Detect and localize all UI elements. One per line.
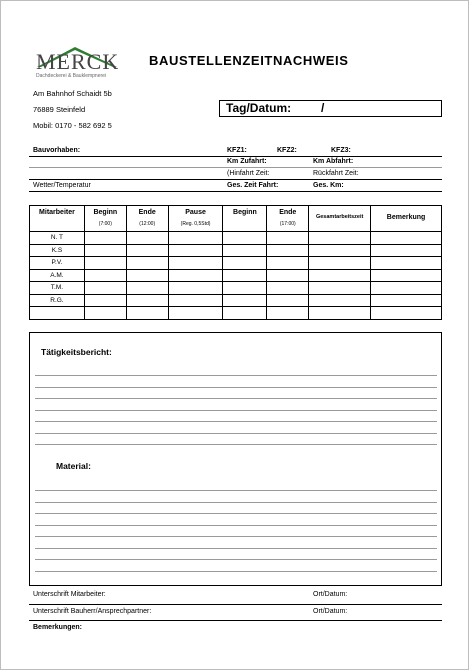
column-header: Ende (17:00) <box>267 206 309 232</box>
remarks-label: Bemerkungen: <box>33 624 83 631</box>
time-cell[interactable] <box>267 294 309 307</box>
time-cell[interactable] <box>84 269 126 282</box>
writing-line <box>35 571 437 572</box>
total-cell[interactable] <box>309 282 371 295</box>
remark-cell[interactable] <box>371 257 442 270</box>
time-cell[interactable] <box>168 294 223 307</box>
signature-line[interactable] <box>29 604 442 605</box>
signature-worker-label: Unterschrift Mitarbeiter: <box>33 591 106 598</box>
info-line <box>29 167 442 168</box>
table-header-row <box>30 206 442 232</box>
column-header: Mitarbeiter <box>30 206 85 232</box>
km-zufahrt-label: Km Zufahrt: <box>227 158 267 165</box>
total-cell[interactable] <box>309 232 371 245</box>
time-cell[interactable] <box>126 282 168 295</box>
time-cell[interactable] <box>168 257 223 270</box>
time-cell[interactable] <box>223 257 267 270</box>
remark-cell[interactable] <box>371 282 442 295</box>
address-city: 76889 Steinfeld <box>33 105 86 114</box>
time-cell[interactable] <box>267 257 309 270</box>
total-cell[interactable] <box>309 257 371 270</box>
time-cell[interactable] <box>267 269 309 282</box>
table-row <box>30 282 442 295</box>
date-separator: / <box>321 101 325 115</box>
remark-cell[interactable] <box>371 232 442 245</box>
timesheet-table <box>29 205 442 320</box>
worker-cell: N. T <box>30 232 85 245</box>
remark-cell[interactable] <box>371 269 442 282</box>
ges-zeit-label: Ges. Zeit Fahrt: <box>227 182 279 189</box>
ges-km-label: Ges. Km: <box>313 182 344 189</box>
document-title: BAUSTELLENZEITNACHWEIS <box>149 53 349 68</box>
writing-line <box>35 444 437 445</box>
writing-line <box>35 433 437 434</box>
time-cell[interactable] <box>267 244 309 257</box>
address-mobile: Mobil: 0170 - 582 692 5 <box>33 121 112 130</box>
time-cell[interactable] <box>84 257 126 270</box>
logo-tagline: Dachdeckerei & Bauklempnerei <box>36 73 107 79</box>
date-label: Tag/Datum: <box>226 101 292 115</box>
worker-cell <box>30 307 85 320</box>
report-title: Tätigkeitsbericht: <box>41 347 112 357</box>
writing-line <box>35 490 437 491</box>
writing-line <box>35 375 437 376</box>
time-cell[interactable] <box>267 307 309 320</box>
time-cell[interactable] <box>84 232 126 245</box>
writing-line <box>35 559 437 560</box>
time-cell[interactable] <box>126 307 168 320</box>
worker-cell: T.M. <box>30 282 85 295</box>
signature-client-label: Unterschrift Bauherr/Ansprechpartner: <box>33 608 152 615</box>
writing-line <box>35 548 437 549</box>
kfz1-label: KFZ1: <box>227 147 247 154</box>
rueckfahrt-label: Rückfahrt Zeit: <box>313 170 359 177</box>
wetter-label: Wetter/Temperatur <box>33 182 91 189</box>
logo-name: MERCK <box>36 49 120 74</box>
writing-line <box>35 536 437 537</box>
total-cell[interactable] <box>309 307 371 320</box>
worker-cell: K.S <box>30 244 85 257</box>
worker-cell: A.M. <box>30 269 85 282</box>
address-street: Am Bahnhof Schaidt 5b <box>33 89 112 98</box>
time-cell[interactable] <box>223 244 267 257</box>
hinfahrt-label: (Hinfahrt Zeit: <box>227 170 270 177</box>
table-row <box>30 244 442 257</box>
column-header: Beginn <box>223 206 267 232</box>
writing-line <box>35 387 437 388</box>
writing-line <box>35 398 437 399</box>
total-cell[interactable] <box>309 244 371 257</box>
column-header: Bemerkung <box>371 206 442 232</box>
km-abfahrt-label: Km Abfahrt: <box>313 158 354 165</box>
place-date-label-2: Ort/Datum: <box>313 608 348 615</box>
table-row <box>30 232 442 245</box>
material-title: Material: <box>56 461 91 471</box>
place-date-label-1: Ort/Datum: <box>313 591 348 598</box>
time-cell[interactable] <box>168 282 223 295</box>
time-cell[interactable] <box>223 294 267 307</box>
time-cell[interactable] <box>223 269 267 282</box>
bauvorhaben-label: Bauvorhaben: <box>33 147 81 154</box>
writing-line <box>35 525 437 526</box>
time-cell[interactable] <box>223 282 267 295</box>
time-cell[interactable] <box>84 282 126 295</box>
table-row <box>30 307 442 320</box>
time-cell[interactable] <box>267 282 309 295</box>
remark-cell[interactable] <box>371 244 442 257</box>
remark-cell[interactable] <box>371 294 442 307</box>
time-cell[interactable] <box>168 307 223 320</box>
total-cell[interactable] <box>309 294 371 307</box>
company-logo <box>35 47 119 83</box>
time-cell[interactable] <box>267 232 309 245</box>
info-line <box>29 179 442 180</box>
writing-line <box>35 421 437 422</box>
info-line <box>29 156 442 157</box>
time-cell[interactable] <box>126 232 168 245</box>
table-row <box>30 257 442 270</box>
time-cell[interactable] <box>168 244 223 257</box>
column-header: Pause (Reg. 0,5Std) <box>168 206 223 232</box>
info-line <box>29 191 442 192</box>
column-header: Beginn (7:00) <box>84 206 126 232</box>
time-cell[interactable] <box>168 269 223 282</box>
writing-line <box>35 502 437 503</box>
worker-cell: R.G. <box>30 294 85 307</box>
remark-cell[interactable] <box>371 307 442 320</box>
table-row <box>30 269 442 282</box>
time-cell[interactable] <box>84 294 126 307</box>
total-cell[interactable] <box>309 269 371 282</box>
time-cell[interactable] <box>168 232 223 245</box>
time-cell[interactable] <box>126 294 168 307</box>
time-cell[interactable] <box>223 232 267 245</box>
time-cell[interactable] <box>126 244 168 257</box>
signature-line[interactable] <box>29 620 442 621</box>
time-cell[interactable] <box>223 307 267 320</box>
time-cell[interactable] <box>126 257 168 270</box>
worker-cell: P.V. <box>30 257 85 270</box>
time-cell[interactable] <box>84 307 126 320</box>
column-header: Gesamtarbeitszeit <box>309 206 371 232</box>
table-row <box>30 294 442 307</box>
writing-line <box>35 513 437 514</box>
kfz3-label: KFZ3: <box>331 147 351 154</box>
time-cell[interactable] <box>84 244 126 257</box>
time-cell[interactable] <box>126 269 168 282</box>
writing-line <box>35 410 437 411</box>
kfz2-label: KFZ2: <box>277 147 297 154</box>
column-header: Ende (12:00) <box>126 206 168 232</box>
